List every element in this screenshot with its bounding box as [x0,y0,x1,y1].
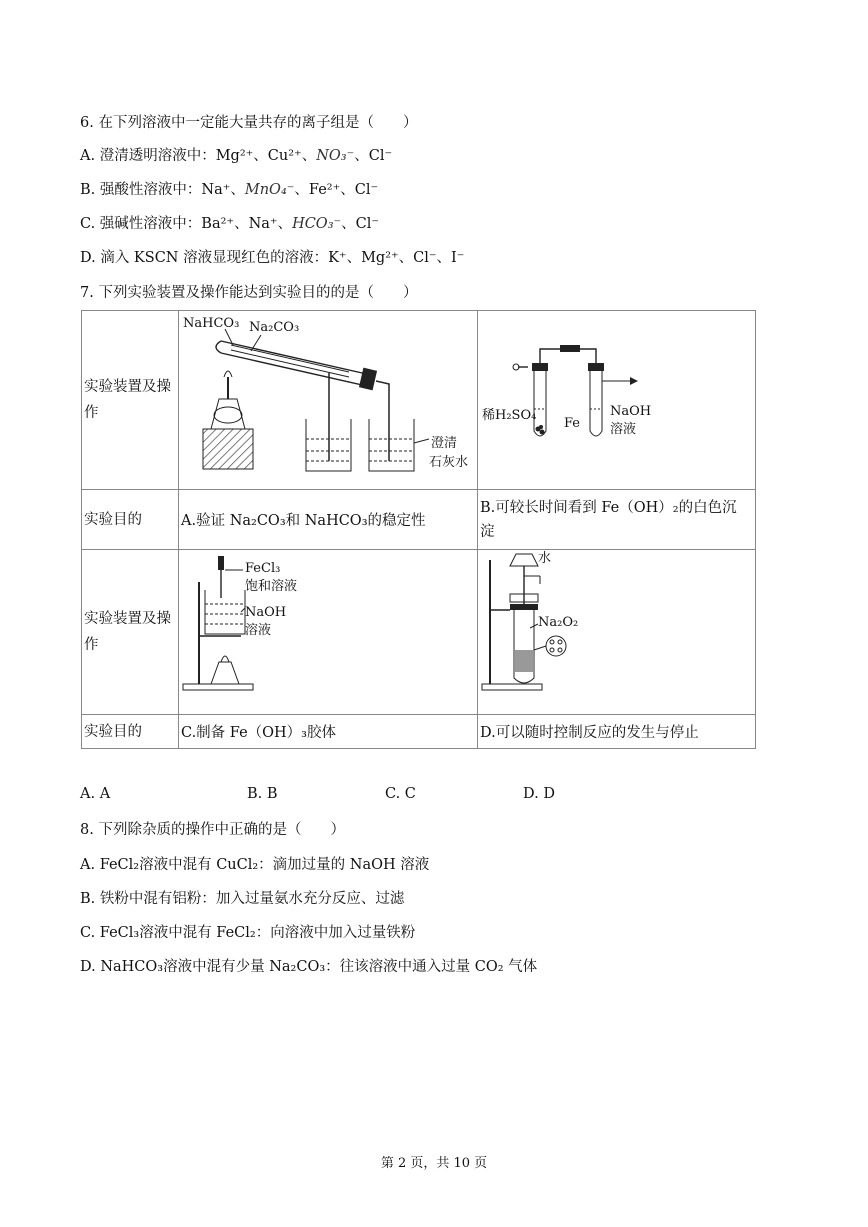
row-label-setup-2: 实验装置及操作 [82,550,179,715]
fig-c-label-saturated: 饱和溶液 [245,579,298,594]
porous-plate-icon [546,636,566,656]
q7-experiment-table [81,310,756,749]
test-tube-right [590,371,602,436]
fig-b-label-naoh: NaOH [610,404,652,419]
stand-block [203,429,253,469]
figure-a-apparatus [181,311,475,485]
fig-b-label-h2so4: 稀H₂SO₄ [482,408,537,423]
stand-base [482,684,542,690]
goal-c: C.制备 Fe（OH）₃胶体 [179,715,478,749]
fig-c-label-naoh: NaOH [245,605,287,620]
q7-option-d: D. D [523,786,555,802]
figure-b-cell [478,311,756,490]
q7-option-a: A. A [80,786,111,802]
fig-c-label-solution: 溶液 [245,623,272,638]
q8-option-d: D. NaHCO₃溶液中混有少量 Na₂CO₃：往该溶液中通入过量 CO₂ 气体 [80,959,538,975]
q6-a-prefix: A. 澄清透明溶液中： [80,148,216,164]
row-label-setup-1: 实验装置及操作 [82,311,179,490]
fig-a-label-clear: 澄清 [431,436,458,451]
q7-stem: 7. 下列实验装置及操作能达到实验目的的是（ ） [80,285,418,301]
q6-option-c [80,214,379,234]
row-label-goal-1: 实验目的 [82,490,179,550]
lamp [211,662,239,684]
q6-a-tail: 、Cl⁻ [354,148,393,164]
figure-b-apparatus [480,311,753,485]
arrow-icon [630,377,638,385]
goal-b-line1: B.可较长时间看到 Fe（OH）₂的白色沉 [480,499,737,516]
goal-b-line2: 淀 [480,523,495,540]
goal-b [478,490,756,550]
q7-option-c: C. C [385,786,416,802]
alcohol-lamp [211,399,245,429]
q8-option-b: B. 铁粉中混有铝粉：加入过量氨水充分反应、过滤 [80,891,405,907]
figure-d-apparatus [480,550,753,710]
figure-a-cell [179,311,478,490]
q7-option-b: B. B [247,786,278,802]
clip [560,345,580,352]
beaker [205,590,245,634]
funnel [510,554,538,566]
q8-option-a: A. FeCl₂溶液中混有 CuCl₂：滴加过量的 NaOH 溶液 [80,857,430,873]
page-footer: 第 2 页，共 10 页 [380,1156,488,1171]
fig-b-label-fe: Fe [564,416,581,431]
fig-a-label-na2co3: Na₂CO₃ [249,320,300,335]
q6-stem: 6. 在下列溶液中一定能大量共存的离子组是（ ） [80,115,418,131]
q6-b-tail: 、Fe²⁺、Cl⁻ [294,182,379,198]
q6-c-ions: Ba²⁺、Na⁺、 [201,216,293,232]
test-tube [514,610,534,683]
goal-a: A.验证 Na₂CO₃和 NaHCO₃的稳定性 [179,490,478,550]
q6-a-math: NO₃⁻ [316,148,355,164]
fig-d-label-water: 水 [538,551,552,566]
beaker-right [369,419,414,471]
q8-option-c: C. FeCl₃溶液中混有 FeCl₂：向溶液中加入过量铁粉 [80,925,416,941]
fig-d-label-na2o2: Na₂O₂ [538,615,579,630]
fig-a-label-limewater: 石灰水 [429,455,469,470]
q8-stem: 8. 下列除杂质的操作中正确的是（ ） [80,822,345,838]
fig-c-label-fecl3: FeCl₃ [245,561,281,576]
q6-option-d: D. 滴入 KSCN 溶液显现红色的溶液：K⁺、Mg²⁺、Cl⁻、I⁻ [80,250,465,266]
stopper [359,368,377,391]
q6-b-prefix: B. 强酸性溶液中： [80,182,202,198]
fig-a-label-nahco3: NaHCO₃ [183,316,240,331]
figure-d-cell [478,550,756,715]
figure-c-cell [179,550,478,715]
row-label-goal-2: 实验目的 [82,715,179,749]
q6-c-math: HCO₃⁻ [292,216,342,232]
q6-option-b [80,180,378,200]
q6-option-a [80,146,392,166]
q6-b-ions: Na⁺、 [201,182,245,198]
fig-b-label-solution: 溶液 [610,422,637,437]
q6-c-prefix: C. 强碱性溶液中： [80,216,202,232]
stand-base [183,684,253,690]
q6-a-ions: Mg²⁺、Cu²⁺、 [215,148,317,164]
goal-d: D.可以随时控制反应的发生与停止 [478,715,756,749]
q6-b-math: MnO₄⁻ [244,182,295,198]
q6-c-tail: 、Cl⁻ [341,216,380,232]
figure-c-apparatus [181,550,475,710]
